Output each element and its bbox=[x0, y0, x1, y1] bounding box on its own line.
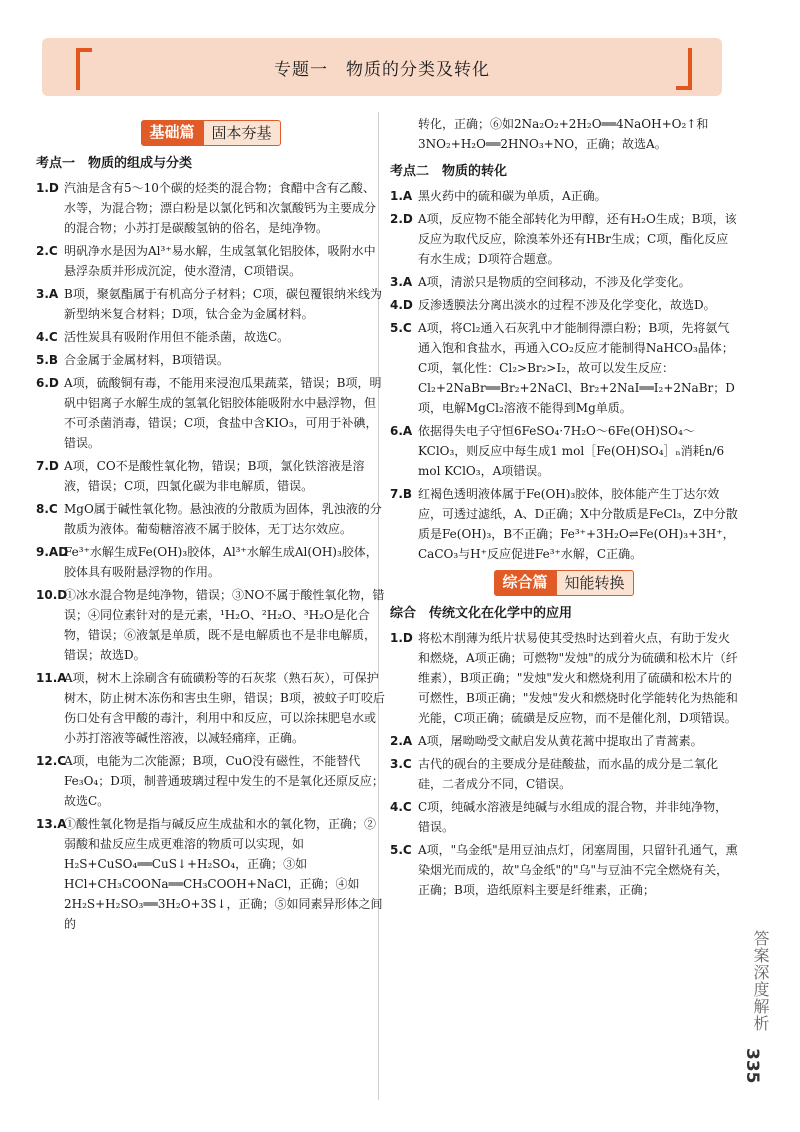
section-heading-1: 考点一 物质的组成与分类 bbox=[36, 156, 193, 171]
answer-text: 合金属于金属材料，B项错误。 bbox=[64, 353, 229, 367]
answer-text: ①冰水混合物是纯净物，错误；③NO不属于酸性氧化物，错误；④同位素针对的是元素，¹H₂O、²H₂O、³H₂O是化合物，错误；⑥液氯是单质，既不是电解质也不是非电解质，错误；故选D。 bbox=[64, 588, 385, 662]
answer-text: 将松木削薄为纸片状易使其受热时达到着火点，有助于发火和燃烧，A项正确；可燃物"发烛"的成分为硫磺和松木片（纤维素），B项正确；"发烛"发火和燃烧利用了硫磺和松木片的可燃性，B项正确；"发烛"发火和燃烧时化学能转化为热能和光能，C项正确；硫磺是反应物，而不是催化剂，D项错误。 bbox=[418, 631, 738, 725]
answer-item bbox=[390, 318, 738, 418]
answer-number: 12.C bbox=[36, 754, 67, 768]
answer-number: 4.C bbox=[390, 800, 412, 814]
answer-text: 活性炭具有吸附作用但不能杀菌，故选C。 bbox=[64, 330, 290, 344]
answer-item bbox=[390, 840, 738, 900]
basic-badge-sub: 固本夯基 bbox=[203, 120, 281, 146]
answer-item bbox=[390, 209, 738, 269]
right-column bbox=[390, 114, 738, 903]
answer-item bbox=[390, 754, 738, 794]
answer-number: 8.C bbox=[36, 502, 58, 516]
answer-text: A项，将Cl₂通入石灰乳中才能制得漂白粉；B项，先将氨气通入饱和食盐水，再通入CO₂反应才能制得NaHCO₃晶体；C项，氧化性：Cl₂>Br₂>I₂，故可以发生反应：Cl₂+2NaBr══Br₂+2NaCl、Br₂+2NaI══I₂+2NaBr；D项，电解MgCl₂溶液不能得到Mg单质。 bbox=[418, 321, 735, 415]
answer-item bbox=[36, 542, 386, 582]
answer-number: 11.A bbox=[36, 671, 67, 685]
answer-text: ①酸性氧化物是指与碱反应生成盐和水的氧化物，正确；②弱酸和盐反应生成更难溶的物质可以实现，如H₂S+CuSO₄══CuS↓+H₂SO₄，正确；③如HCl+CH₃COONa══CH₃COOH+NaCl，正确；④如2H₂S+H₂SO₃══3H₂O+3S↓，正确；⑤如同素异形体之间的 bbox=[64, 817, 383, 931]
answer-item bbox=[36, 284, 386, 324]
basic-badge bbox=[36, 120, 386, 146]
answer-number: 13.A bbox=[36, 817, 67, 831]
answer-list-2 bbox=[390, 186, 738, 564]
answer-item bbox=[390, 731, 738, 751]
answer-number: 3.A bbox=[36, 287, 59, 301]
answer-number: 2.D bbox=[390, 212, 413, 226]
answer-number: 6.A bbox=[390, 424, 413, 438]
page-sidebar bbox=[740, 930, 780, 1110]
answer-number: 5.C bbox=[390, 321, 412, 335]
answer-number: 9.AD bbox=[36, 545, 69, 559]
answer-number: 2.A bbox=[390, 734, 413, 748]
answer-text: 明矾净水是因为Al³⁺易水解，生成氢氧化铝胶体，吸附水中悬浮杂质并形成沉淀，使水澄清，C项错误。 bbox=[64, 244, 376, 278]
comprehensive-badge bbox=[390, 570, 738, 596]
answer-number: 5.B bbox=[36, 353, 59, 367]
answer-item bbox=[390, 272, 738, 292]
answer-text: C项，纯碱水溶液是纯碱与水组成的混合物，并非纯净物，错误。 bbox=[418, 800, 728, 834]
answer-text: A项，清淤只是物质的空间移动，不涉及化学变化。 bbox=[418, 275, 691, 289]
answer-item bbox=[36, 350, 386, 370]
answer-text: 汽油是含有5～10个碳的烃类的混合物；食醋中含有乙酸、水等，为混合物；漂白粉是以氯化钙和次氯酸钙为主要成分的混合物；小苏打是碳酸氢钠的俗名，是纯净物。 bbox=[64, 181, 377, 235]
answer-number: 1.A bbox=[390, 189, 413, 203]
answer-text: Fe³⁺水解生成Fe(OH)₃胶体，Al³⁺水解生成Al(OH)₃胶体，胶体具有吸附悬浮物的作用。 bbox=[64, 545, 378, 579]
answer-item bbox=[36, 585, 386, 665]
answer-number: 6.D bbox=[36, 376, 59, 390]
answer-number: 5.C bbox=[390, 843, 412, 857]
section-heading-2: 考点二 物质的转化 bbox=[390, 164, 508, 179]
answer-list-3 bbox=[390, 628, 738, 900]
answer-text: 红褐色透明液体属于Fe(OH)₃胶体，胶体能产生丁达尔效应，可透过滤纸，A、D正确；X中分散质是FeCl₃，Z中分散质是Fe(OH)₃，B不正确；Fe³⁺+3H₂O⇌Fe(OH)₃+3H⁺，CaCO₃与H⁺反应促进Fe³⁺水解，C正确。 bbox=[418, 487, 738, 561]
answer-number: 1.D bbox=[36, 181, 59, 195]
answer-item bbox=[390, 628, 738, 728]
basic-badge-main: 基础篇 bbox=[141, 120, 202, 146]
answer-number: 4.D bbox=[390, 298, 413, 312]
answer-item bbox=[36, 751, 386, 811]
comprehensive-badge-sub: 知能转换 bbox=[556, 570, 634, 596]
answer-number: 3.C bbox=[390, 757, 412, 771]
answer-text: B项，聚氨酯属于有机高分子材料；C项，碳包覆银纳米线为新型纳米复合材料；D项，钛合金为金属材料。 bbox=[64, 287, 383, 321]
answer-text: 依据得失电子守恒6FeSO₄·7H₂O～6Fe(OH)SO₄～KClO₃，则反应中每生成1 mol［Fe(OH)SO₄］ₙ消耗n/6 mol KClO₃，A项错误。 bbox=[418, 424, 725, 478]
topic-header bbox=[42, 38, 722, 96]
answer-number: 10.D bbox=[36, 588, 68, 602]
answer-number: 3.A bbox=[390, 275, 413, 289]
answer-item bbox=[36, 241, 386, 281]
answer-item bbox=[36, 178, 386, 238]
right-bracket-icon bbox=[676, 48, 692, 90]
answer-number: 1.D bbox=[390, 631, 413, 645]
answer-item bbox=[390, 797, 738, 837]
sidebar-label: 答案深度解析 bbox=[751, 930, 770, 1032]
answer-item bbox=[36, 499, 386, 539]
page-number: 335 bbox=[742, 1048, 762, 1084]
answer-number: 7.D bbox=[36, 459, 59, 473]
answer-item bbox=[36, 327, 386, 347]
answer-number: 4.C bbox=[36, 330, 58, 344]
answer-item bbox=[36, 668, 386, 748]
answer-text: A项，屠呦呦受文献启发从黄花蒿中提取出了青蒿素。 bbox=[418, 734, 703, 748]
answer-item bbox=[390, 295, 738, 315]
answer-text: A项，树木上涂刷含有硫磺粉等的石灰浆（熟石灰），可保护树木，防止树木冻伤和害虫生卵，错误；B项，被蚊子叮咬后伤口处有含甲酸的毒汁，利用中和反应，可以涂抹肥皂水或小苏打溶液等碱性溶液，以减轻痛痒，正确。 bbox=[64, 671, 385, 745]
answer-text: A项，CO不是酸性氧化物，错误；B项，氯化铁溶液是溶液，错误；C项，四氯化碳为非电解质，错误。 bbox=[64, 459, 365, 493]
answer-text: 反渗透膜法分离出淡水的过程不涉及化学变化，故选D。 bbox=[418, 298, 716, 312]
answer-number: 7.B bbox=[390, 487, 413, 501]
answer-item bbox=[36, 373, 386, 453]
answer-text: 黑火药中的硫和碳为单质，A正确。 bbox=[418, 189, 607, 203]
section-heading-3: 综合 传统文化在化学中的应用 bbox=[390, 606, 573, 621]
answer-text: A项，反应物不能全部转化为甲醇，还有H₂O生成；B项，该反应为取代反应，除溴苯外还有HBr生成；C项，酯化反应有水生成；D项符合题意。 bbox=[418, 212, 737, 266]
answer-item bbox=[390, 186, 738, 206]
answer-item bbox=[36, 814, 386, 934]
topic-title: 专题一 物质的分类及转化 bbox=[274, 60, 490, 80]
answer-text: A项，硫酸铜有毒，不能用来浸泡瓜果蔬菜，错误；B项，明矾中铝离子水解生成的氢氧化铝胶体能吸附水中悬浮物，但不可杀菌消毒，错误；C项，食盐中含KIO₃，可用于补碘，错误。 bbox=[64, 376, 382, 450]
answer-item bbox=[390, 484, 738, 564]
answer-text: 古代的砚台的主要成分是硅酸盐，而水晶的成分是二氧化硅，二者成分不同，C错误。 bbox=[418, 757, 719, 791]
left-column bbox=[36, 114, 386, 937]
comprehensive-badge-main: 综合篇 bbox=[494, 570, 555, 596]
answer-list-1 bbox=[36, 178, 386, 934]
answer-item bbox=[390, 421, 738, 481]
answer-item bbox=[36, 456, 386, 496]
answer-text: A项，"乌金纸"是用豆油点灯，闭塞周围，只留针孔通气，熏染烟光而成的，故"乌金纸"的"乌"与豆油不完全燃烧有关，正确；B项，造纸原料主要是纤维素，正确； bbox=[418, 843, 738, 897]
answer-text: MgO属于碱性氧化物。悬浊液的分散质为固体，乳浊液的分散质为液体。葡萄糖溶液不属于胶体，无丁达尔效应。 bbox=[64, 502, 382, 536]
continued-answer: 转化，正确；⑥如2Na₂O₂+2H₂O══4NaOH+O₂↑和3NO₂+H₂O══2HNO₃+NO，正确；故选A。 bbox=[418, 117, 709, 151]
answer-number: 2.C bbox=[36, 244, 58, 258]
answer-text: A项，电能为二次能源；B项，CuO没有磁性，不能替代Fe₃O₄；D项，制普通玻璃过程中发生的不是氧化还原反应；故选C。 bbox=[64, 754, 384, 808]
